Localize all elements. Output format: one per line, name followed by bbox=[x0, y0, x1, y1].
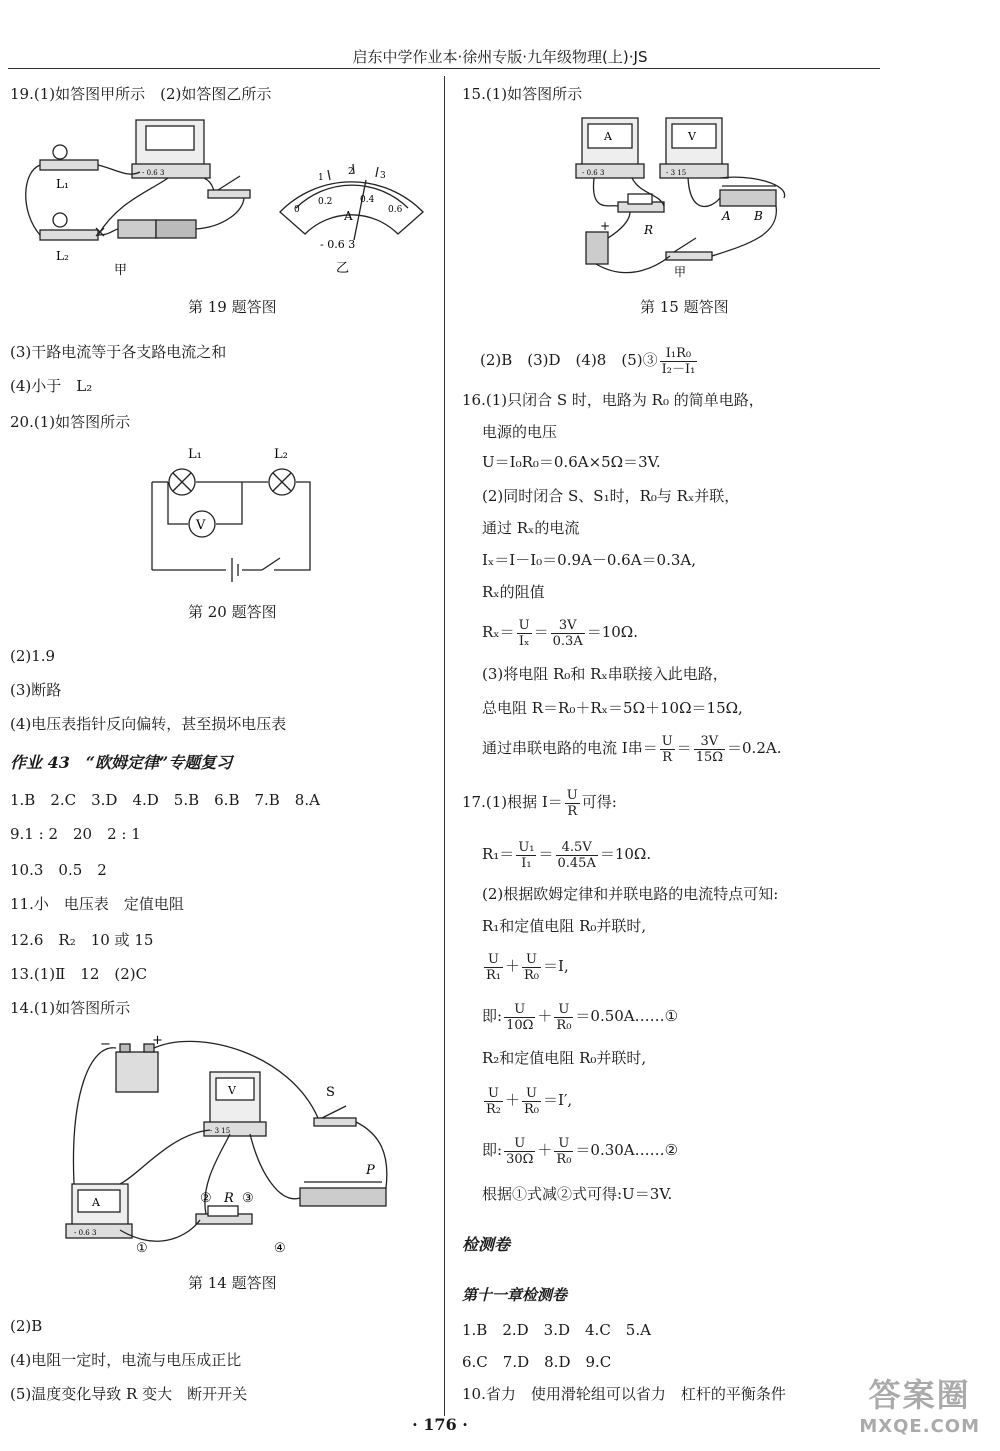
answer-15: 15.(1)如答图所示 bbox=[462, 85, 583, 103]
answer-16-8 bbox=[482, 616, 638, 649]
answer-17-6 bbox=[482, 1000, 678, 1033]
numerator: U bbox=[518, 617, 530, 633]
denominator: 30Ω bbox=[506, 1151, 534, 1167]
answer-16-3: U＝I₀R₀＝0.6A×5Ω＝3V. bbox=[482, 453, 661, 471]
eq-pre: Rₓ＝ bbox=[482, 623, 515, 641]
answer-17-3: (2)根据欧姆定律和并联电路的电流特点可知: bbox=[482, 885, 779, 903]
label-p: P bbox=[366, 1163, 375, 1178]
eq-sign: ＝ bbox=[538, 845, 554, 863]
denominator: R₂ bbox=[486, 1101, 501, 1117]
eq-post: 可得: bbox=[581, 793, 617, 811]
voltmeter-terminals: - 3 15 bbox=[666, 169, 687, 177]
eq-post: ＝0.50A……① bbox=[575, 1007, 679, 1025]
denominator: 10Ω bbox=[506, 1017, 534, 1033]
answer-19-4: (4)小于 L₂ bbox=[10, 377, 93, 395]
answer-17-8 bbox=[482, 1084, 572, 1117]
section-test: 检测卷 bbox=[462, 1235, 511, 1254]
numerator: I₁R₀ bbox=[660, 346, 698, 362]
meter-unit: A bbox=[344, 209, 353, 223]
fraction bbox=[484, 952, 503, 983]
label-v: V bbox=[196, 518, 206, 533]
voltmeter-label: V bbox=[228, 1084, 236, 1097]
ammeter-terminals: - 0.6 3 bbox=[74, 1229, 97, 1237]
answer-16-11 bbox=[482, 732, 781, 765]
label-jia: 甲 bbox=[114, 263, 128, 278]
voltmeter-label: V bbox=[688, 130, 696, 143]
scale-top-3: 3 bbox=[380, 171, 386, 181]
answer-17-7: R₂和定值电阻 R₀并联时, bbox=[482, 1049, 647, 1067]
answer-14-2: (2)B bbox=[10, 1317, 43, 1335]
watermark-logo: 答案圈 bbox=[868, 1376, 971, 1414]
fraction bbox=[522, 1086, 541, 1117]
figure-14 bbox=[60, 1034, 400, 1262]
numerator: 3V bbox=[694, 734, 725, 750]
answer-15-2-text: (2)B (3)D (4)8 (5)③ bbox=[480, 351, 658, 369]
label-jia: 甲 bbox=[674, 265, 687, 279]
denominator: 15Ω bbox=[695, 749, 724, 765]
label-r: R bbox=[644, 223, 654, 237]
answer-16-2: 电源的电压 bbox=[482, 423, 558, 441]
eq-post: ＝0.2A. bbox=[727, 739, 782, 757]
watermark-url: MXQE.COM bbox=[859, 1416, 980, 1437]
eq-post: ＝10Ω. bbox=[599, 845, 652, 863]
answer-20-3: (3)断路 bbox=[10, 681, 62, 699]
answer-16-7: Rₓ的阻值 bbox=[482, 583, 545, 601]
fraction bbox=[660, 346, 698, 377]
answer-19-3: (3)干路电流等于各支路电流之和 bbox=[10, 343, 227, 361]
figure-20 bbox=[150, 446, 320, 586]
fraction bbox=[504, 1136, 535, 1167]
denominator: Iₓ bbox=[518, 633, 530, 649]
label-l1: L₁ bbox=[56, 177, 69, 191]
marker-4: ④ bbox=[274, 1241, 286, 1256]
eq-post: ＝I, bbox=[543, 957, 569, 975]
numerator: U bbox=[522, 1086, 541, 1102]
test-answers-6-9: 6.C 7.D 8.D 9.C bbox=[462, 1353, 612, 1371]
label-s: S bbox=[326, 1085, 335, 1100]
ammeter-terminals: - 0.6 3 bbox=[142, 169, 165, 177]
label-a: A bbox=[722, 209, 731, 223]
answer-15-2 bbox=[480, 344, 699, 377]
denominator: R bbox=[567, 803, 578, 819]
marker-3: ③ bbox=[242, 1191, 254, 1206]
numerator: 4.5V bbox=[556, 840, 598, 856]
answer-20-2: (2)1.9 bbox=[10, 647, 56, 665]
denominator: I₂－I₁ bbox=[661, 361, 696, 377]
numerator: U bbox=[554, 1002, 573, 1018]
fraction bbox=[554, 1136, 573, 1167]
numerator: U bbox=[522, 952, 541, 968]
column-divider bbox=[444, 76, 445, 1416]
answer-16-1: 16.(1)只闭合 S 时，电路为 R₀ 的简单电路， bbox=[462, 391, 764, 409]
eq-pre: 即: bbox=[482, 1007, 503, 1025]
eq-post: ＝I′, bbox=[543, 1091, 573, 1109]
fraction bbox=[484, 1086, 503, 1117]
answer-11: 11.小 电压表 定值电阻 bbox=[10, 895, 184, 913]
eq-pre: 即: bbox=[482, 1141, 503, 1159]
numerator: U₁ bbox=[518, 839, 535, 855]
numerator: U bbox=[554, 1136, 573, 1152]
figure-15 bbox=[570, 114, 800, 280]
scale-bottom-0: 0 bbox=[294, 205, 300, 215]
fraction bbox=[556, 840, 598, 871]
denominator: R₁ bbox=[486, 967, 501, 983]
answers-1-8: 1.B 2.C 3.D 4.D 5.B 6.B 7.B 8.A bbox=[10, 791, 320, 809]
test-answer-10: 10.省力 使用滑轮组可以省力 杠杆的平衡条件 bbox=[462, 1385, 786, 1403]
battery-plus: + bbox=[600, 219, 611, 233]
fraction bbox=[517, 618, 532, 649]
answer-20: 20.(1)如答图所示 bbox=[10, 413, 131, 431]
battery-plus: + bbox=[152, 1034, 163, 1048]
denominator: R₀ bbox=[556, 1151, 572, 1167]
fraction bbox=[504, 1002, 535, 1033]
eq-sign: ＝ bbox=[676, 739, 692, 757]
answer-16-10: 总电阻 R＝R₀＋Rₓ＝5Ω＋10Ω＝15Ω, bbox=[482, 699, 743, 717]
denominator: R bbox=[662, 749, 673, 765]
meter-terminals: - 0.6 3 bbox=[320, 238, 356, 251]
denominator: R₀ bbox=[556, 1017, 572, 1033]
label-l2: L₂ bbox=[274, 447, 288, 462]
denominator: R₀ bbox=[524, 1101, 540, 1117]
fraction bbox=[565, 788, 580, 819]
scale-top-1: 1 bbox=[318, 173, 324, 183]
fraction bbox=[551, 618, 585, 649]
marker-1: ① bbox=[136, 1241, 148, 1256]
numerator: U bbox=[504, 1136, 535, 1152]
denominator: 0.3A bbox=[552, 633, 583, 649]
section-hw43: 作业 43 “欧姆定律”专题复习 bbox=[10, 753, 233, 772]
header-rule bbox=[8, 68, 880, 69]
denominator: R₀ bbox=[524, 967, 540, 983]
caption-14: 第 14 题答图 bbox=[188, 1274, 277, 1292]
page-number: · 176 · bbox=[412, 1415, 468, 1434]
label-yi: 乙 bbox=[336, 261, 350, 276]
ammeter-label: A bbox=[604, 130, 612, 143]
answer-17-2 bbox=[482, 838, 651, 871]
answer-16-5: 通过 Rₓ的电流 bbox=[482, 519, 580, 537]
eq-post: ＝0.30A……② bbox=[575, 1141, 679, 1159]
denominator: 0.45A bbox=[557, 855, 596, 871]
label-l2: L₂ bbox=[56, 249, 69, 263]
answer-20-4: (4)电压表指针反向偏转，甚至损坏电压表 bbox=[10, 715, 287, 733]
answer-19: 19.(1)如答图甲所示 (2)如答图乙所示 bbox=[10, 85, 272, 103]
answer-17-4: R₁和定值电阻 R₀并联时, bbox=[482, 917, 647, 935]
numerator: U bbox=[484, 952, 503, 968]
scale-top-2: 2 bbox=[348, 167, 354, 177]
scale-bottom-1: 0.2 bbox=[318, 197, 333, 207]
label-r: R bbox=[224, 1191, 234, 1206]
numerator: U bbox=[484, 1086, 503, 1102]
answer-17-5 bbox=[482, 950, 569, 983]
caption-19: 第 19 题答图 bbox=[188, 298, 277, 316]
eq-pre: 通过串联电路的电流 I串＝ bbox=[482, 739, 658, 757]
eq-pre: R₁＝ bbox=[482, 845, 515, 863]
watermark bbox=[859, 1370, 980, 1437]
figure-19 bbox=[18, 112, 428, 282]
answer-12: 12.6 R₂ 10 或 15 bbox=[10, 931, 154, 949]
answer-13: 13.(1)Ⅱ 12 (2)C bbox=[10, 965, 148, 983]
fraction bbox=[522, 952, 541, 983]
answer-17-1 bbox=[462, 786, 617, 819]
answer-17-10: 根据①式减②式可得:U＝3V. bbox=[482, 1185, 673, 1203]
numerator: 3V bbox=[551, 618, 585, 634]
test-answers-1-5: 1.B 2.D 3.D 4.C 5.A bbox=[462, 1321, 651, 1339]
fraction bbox=[694, 734, 725, 765]
caption-20: 第 20 题答图 bbox=[188, 603, 277, 621]
eq-sign: ＝ bbox=[533, 623, 549, 641]
voltmeter-terminals: - 3 15 bbox=[210, 1127, 231, 1135]
ammeter-terminals: - 0.6 3 bbox=[582, 169, 605, 177]
numerator: U bbox=[661, 733, 673, 749]
scale-bottom-2: 0.4 bbox=[360, 195, 375, 205]
label-l1: L₁ bbox=[188, 447, 202, 462]
plus-sign: ＋ bbox=[537, 1007, 553, 1025]
answer-14: 14.(1)如答图所示 bbox=[10, 999, 131, 1017]
ammeter-label: A bbox=[92, 1196, 100, 1209]
answer-9: 9.1 : 2 20 2 : 1 bbox=[10, 825, 141, 843]
fraction bbox=[516, 840, 536, 871]
eq-pre: 17.(1)根据 I＝ bbox=[462, 793, 563, 811]
battery-minus: − bbox=[100, 1037, 111, 1052]
answer-16-6: Iₓ＝I－I₀＝0.9A－0.6A＝0.3A, bbox=[482, 551, 696, 569]
answer-17-9 bbox=[482, 1134, 678, 1167]
caption-15: 第 15 题答图 bbox=[640, 298, 729, 316]
plus-sign: ＋ bbox=[537, 1141, 553, 1159]
plus-sign: ＋ bbox=[505, 1091, 521, 1109]
answer-16-4: (2)同时闭合 S、S₁时，R₀与 Rₓ并联， bbox=[482, 487, 740, 505]
fraction bbox=[660, 734, 675, 765]
eq-post: ＝10Ω. bbox=[586, 623, 638, 641]
marker-2: ② bbox=[200, 1191, 212, 1206]
numerator: U bbox=[504, 1002, 535, 1018]
answer-10: 10.3 0.5 2 bbox=[10, 861, 107, 879]
numerator: U bbox=[566, 787, 578, 803]
plus-sign: ＋ bbox=[505, 957, 521, 975]
fraction bbox=[554, 1002, 573, 1033]
answer-14-4: (4)电阻一定时，电流与电压成正比 bbox=[10, 1351, 242, 1369]
scale-bottom-3: 0.6 bbox=[388, 205, 403, 215]
answer-14-5: (5)温度变化导致 R 变大 断开开关 bbox=[10, 1385, 248, 1403]
answer-16-9: (3)将电阻 R₀和 Rₓ串联接入此电路， bbox=[482, 665, 728, 683]
page-header: 启东中学作业本·徐州专版·九年级物理(上)·JS bbox=[352, 48, 648, 66]
label-b: B bbox=[754, 209, 763, 223]
denominator: I₁ bbox=[521, 855, 532, 871]
section-chapter-11: 第十一章检测卷 bbox=[462, 1286, 568, 1304]
